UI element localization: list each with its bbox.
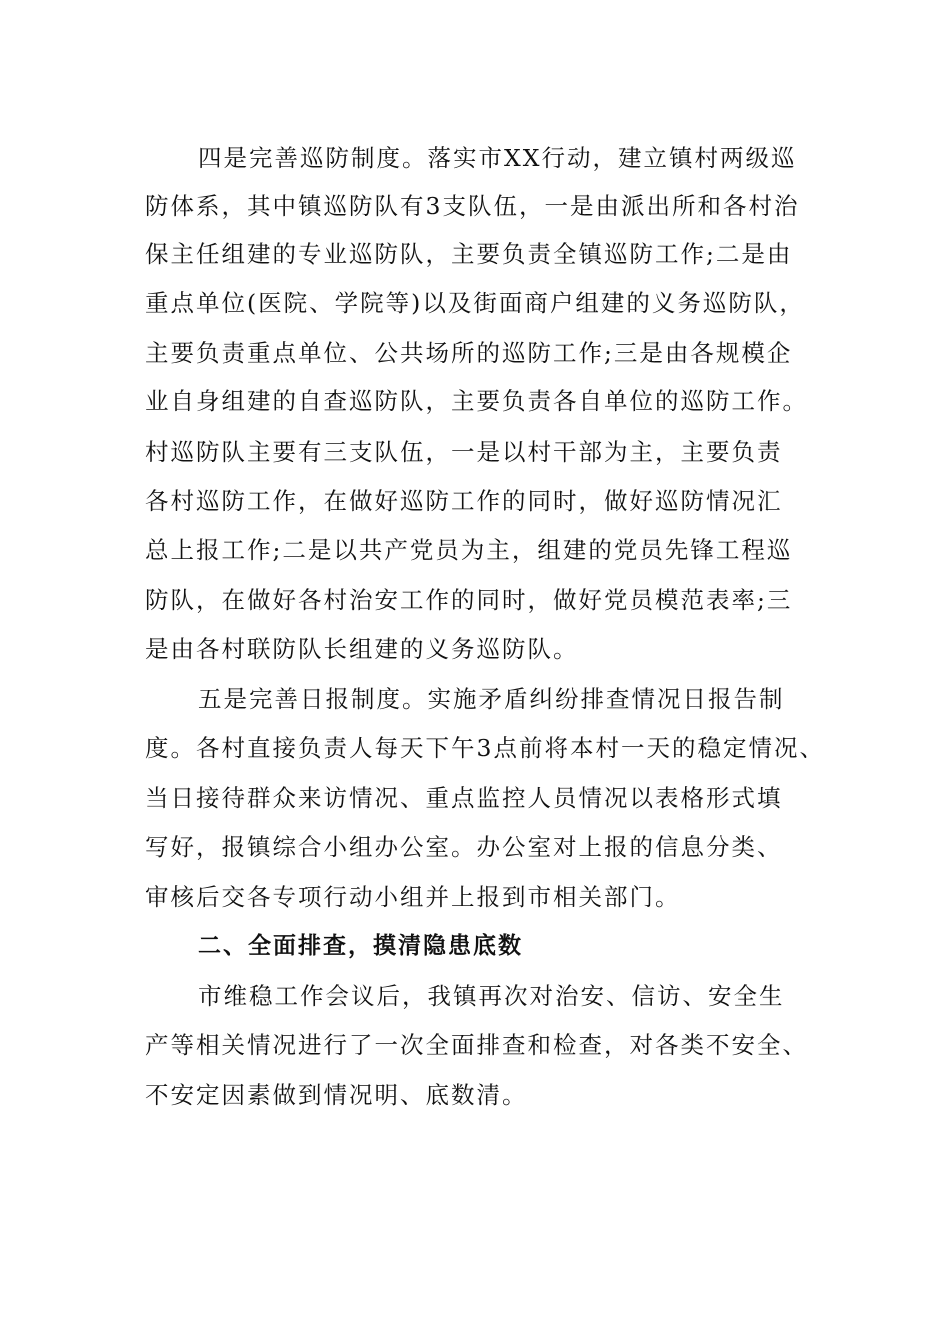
section-heading: 二、全面排查，摸清隐患底数	[198, 933, 523, 959]
paragraph-5-line-2: 度。各村直接负责人每天下午3点前将本村一天的稳定情况、	[145, 734, 825, 762]
paragraph-5-line-4: 写好，报镇综合小组办公室。办公室对上报的信息分类、	[145, 833, 783, 861]
paragraph-6-line-1: 市维稳工作会议后，我镇再次对治安、信访、安全生	[198, 982, 785, 1010]
paragraph-6-line-3: 不安定因素做到情况明、底数清。	[145, 1081, 528, 1109]
paragraph-4-line-7: 村巡防队主要有三支队伍，一是以村干部为主，主要负责	[145, 438, 783, 466]
paragraph-5-line-5: 审核后交各专项行动小组并上报到市相关部门。	[145, 883, 681, 911]
paragraph-6-line-2: 产等相关情况进行了一次全面排查和检查，对各类不安全、	[145, 1031, 808, 1059]
paragraph-4-line-4: 重点单位(医院、学院等)以及街面商户组建的义务巡防队，	[145, 289, 805, 317]
paragraph-4-line-9: 总上报工作;二是以共产党员为主，组建的党员先锋工程巡	[145, 536, 793, 564]
paragraph-5-line-1: 五是完善日报制度。实施矛盾纠纷排查情况日报告制	[198, 685, 785, 713]
paragraph-4-line-3: 保主任组建的专业巡防队，主要负责全镇巡防工作;二是由	[145, 240, 793, 268]
paragraph-4-line-11: 是由各村联防队长组建的义务巡防队。	[145, 635, 579, 663]
paragraph-4-line-5: 主要负责重点单位、公共场所的巡防工作;三是由各规模企	[145, 339, 793, 367]
paragraph-4-line-8: 各村巡防工作，在做好巡防工作的同时，做好巡防情况汇	[145, 487, 783, 515]
paragraph-4-line-1: 四是完善巡防制度。落实市XX行动，建立镇村两级巡	[198, 144, 797, 172]
paragraph-5-line-3: 当日接待群众来访情况、重点监控人员情况以表格形式填	[145, 784, 783, 812]
paragraph-4-line-6: 业自身组建的自查巡防队，主要负责各自单位的巡防工作。	[145, 387, 808, 415]
paragraph-4-line-2: 防体系，其中镇巡防队有3支队伍，一是由派出所和各村治	[145, 192, 800, 220]
paragraph-4-line-10: 防队，在做好各村治安工作的同时，做好党员模范表率;三	[145, 586, 793, 614]
